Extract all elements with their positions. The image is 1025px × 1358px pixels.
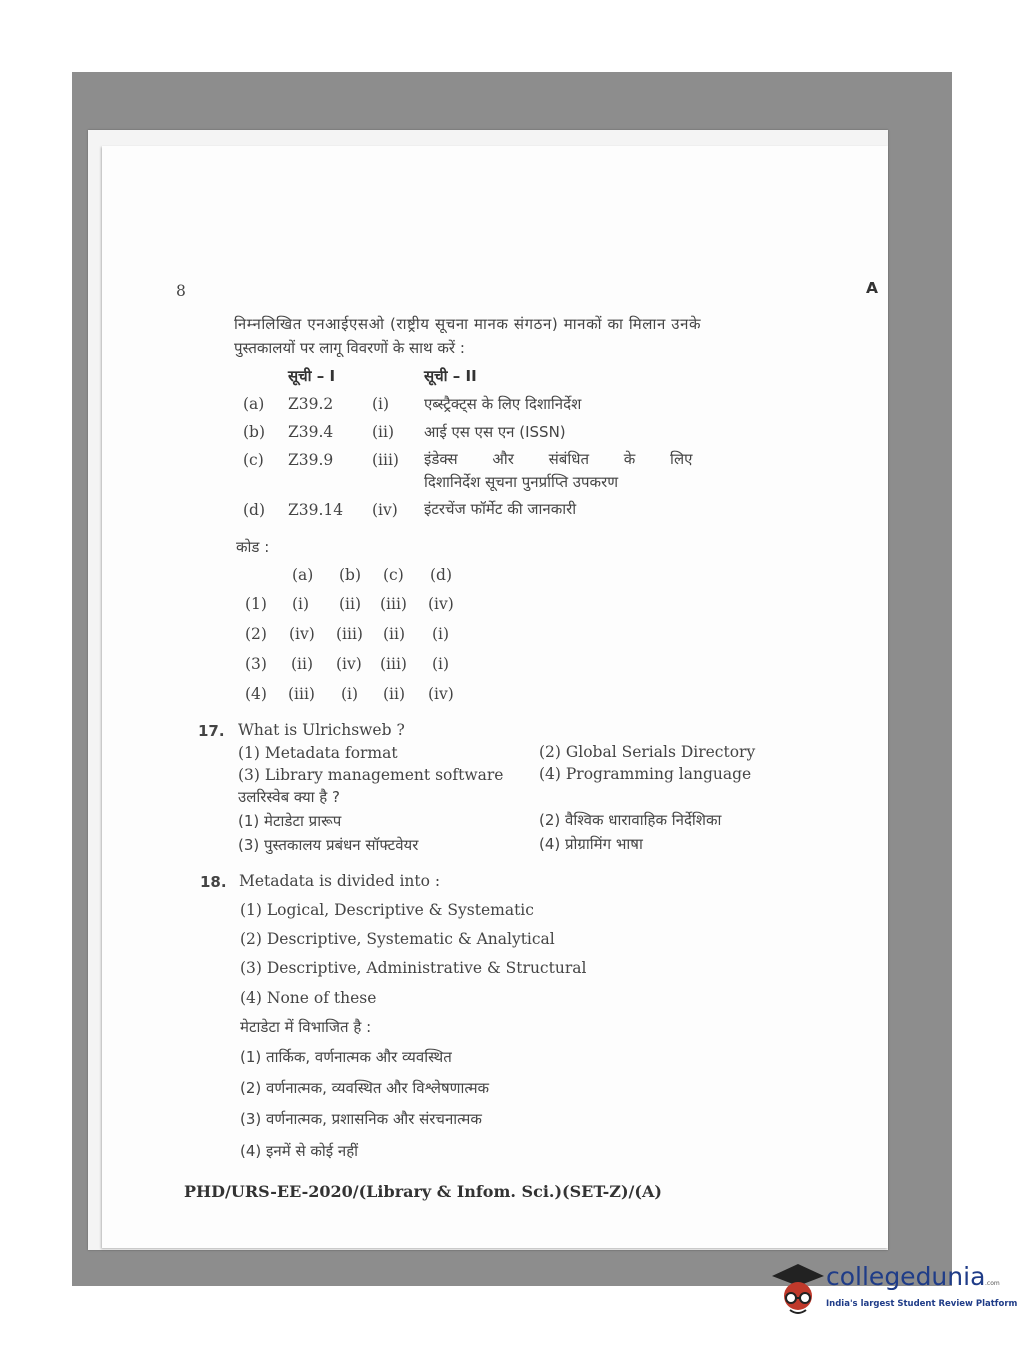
q17-option-2-en: (2) Global Serials Directory bbox=[539, 743, 756, 761]
exam-page bbox=[102, 146, 888, 1248]
code-cell: (iii) bbox=[380, 655, 407, 673]
match-row-code: Z39.4 bbox=[288, 423, 334, 441]
code-col-header: (b) bbox=[339, 566, 362, 584]
match-row-code: Z39.14 bbox=[288, 501, 344, 519]
code-cell: (i) bbox=[432, 625, 450, 643]
q17-option-1-en: (1) Metadata format bbox=[238, 744, 398, 762]
code-cell: (i) bbox=[292, 595, 310, 613]
match-row-num: (i) bbox=[372, 395, 390, 413]
match-row-desc: इंडेक्स और संबंधित के लिए bbox=[424, 450, 693, 468]
match-row-label: (d) bbox=[243, 501, 266, 519]
q16-intro-line1: निम्नलिखित एनआईएसओ (राष्ट्रीय सूचना मानक संगठन) मानकों का मिलान उनके bbox=[234, 315, 702, 333]
code-option: (4) bbox=[245, 685, 267, 703]
q17-option-3-en: (3) Library management software bbox=[238, 766, 504, 784]
code-cell: (iv) bbox=[428, 685, 454, 703]
q18-option-en: (1) Logical, Descriptive & Systematic bbox=[240, 901, 534, 919]
brand-name: collegedunia bbox=[826, 1262, 986, 1291]
code-option: (2) bbox=[245, 625, 267, 643]
q17-option-4-hi: (4) प्रोग्रामिंग भाषा bbox=[539, 835, 643, 853]
match-row-num: (iii) bbox=[372, 451, 399, 469]
q17-question-en: What is Ulrichsweb ? bbox=[238, 721, 405, 739]
list1-header: सूची – I bbox=[288, 367, 336, 385]
q17-number: 17. bbox=[198, 722, 225, 740]
q16-intro-line2: पुस्तकालयों पर लागू विवरणों के साथ करें : bbox=[234, 339, 465, 357]
set-letter: A bbox=[866, 279, 878, 297]
q18-option-hi: (1) तार्किक, वर्णनात्मक और व्यवस्थित bbox=[240, 1048, 452, 1066]
code-cell: (iii) bbox=[288, 685, 315, 703]
code-cell: (ii) bbox=[383, 685, 406, 703]
code-col-header: (c) bbox=[383, 566, 404, 584]
match-row-num: (iv) bbox=[372, 501, 398, 519]
code-option: (3) bbox=[245, 655, 267, 673]
paper-code-footer: PHD/URS-EE-2020/(Library & Infom. Sci.)(SET-Z)/(A) bbox=[184, 1182, 662, 1201]
match-row-label: (a) bbox=[243, 395, 265, 413]
code-label: कोड : bbox=[236, 538, 270, 556]
code-cell: (iii) bbox=[380, 595, 407, 613]
list2-header: सूची – II bbox=[424, 367, 477, 385]
match-row-code: Z39.9 bbox=[288, 451, 334, 469]
code-cell: (ii) bbox=[291, 655, 314, 673]
page-number: 8 bbox=[176, 282, 186, 300]
q18-option-en: (4) None of these bbox=[240, 989, 377, 1007]
code-cell: (ii) bbox=[339, 595, 362, 613]
match-row-num: (ii) bbox=[372, 423, 395, 441]
q18-number: 18. bbox=[200, 873, 227, 891]
student-mascot-icon bbox=[768, 1258, 828, 1328]
q18-option-hi: (3) वर्णनात्मक, प्रशासनिक और संरचनात्मक bbox=[240, 1110, 482, 1128]
code-cell: (iv) bbox=[289, 625, 315, 643]
code-cell: (i) bbox=[341, 685, 359, 703]
match-row-desc: इंटरचेंज फॉर्मेट की जानकारी bbox=[424, 500, 577, 518]
code-cell: (iii) bbox=[336, 625, 363, 643]
q18-question-hi: मेटाडेटा में विभाजित है : bbox=[240, 1018, 372, 1036]
q17-option-4-en: (4) Programming language bbox=[539, 765, 752, 783]
q17-option-2-hi: (2) वैश्विक धारावाहिक निर्देशिका bbox=[539, 811, 722, 829]
brand-tld: .com bbox=[985, 1280, 1000, 1287]
code-col-header: (d) bbox=[430, 566, 453, 584]
q18-question-en: Metadata is divided into : bbox=[239, 872, 441, 890]
q18-option-hi: (2) वर्णनात्मक, व्यवस्थित और विश्लेषणात्मक bbox=[240, 1079, 490, 1097]
match-row-desc-cont: दिशानिर्देश सूचना पुनर्प्राप्ति उपकरण bbox=[424, 473, 619, 491]
q18-option-en: (3) Descriptive, Administrative & Structural bbox=[240, 959, 587, 977]
match-row-desc: एब्स्ट्रैक्ट्स के लिए दिशानिर्देश bbox=[424, 395, 582, 413]
q17-option-3-hi: (3) पुस्तकालय प्रबंधन सॉफ्टवेयर bbox=[238, 836, 419, 854]
q18-option-hi: (4) इनमें से कोई नहीं bbox=[240, 1142, 359, 1160]
code-col-header: (a) bbox=[292, 566, 314, 584]
code-cell: (i) bbox=[432, 655, 450, 673]
q17-question-hi: उलरिस्वेब क्या है ? bbox=[238, 788, 340, 806]
match-row-label: (c) bbox=[243, 451, 264, 469]
match-row-label: (b) bbox=[243, 423, 266, 441]
q17-option-1-hi: (1) मेटाडेटा प्रारूप bbox=[238, 812, 342, 830]
code-cell: (iv) bbox=[428, 595, 454, 613]
match-row-code: Z39.2 bbox=[288, 395, 334, 413]
q18-option-en: (2) Descriptive, Systematic & Analytical bbox=[240, 930, 555, 948]
code-cell: (ii) bbox=[383, 625, 406, 643]
match-row-desc: आई एस एस एन (ISSN) bbox=[424, 423, 566, 441]
brand-tagline: India's largest Student Review Platform bbox=[826, 1299, 1018, 1309]
code-option: (1) bbox=[245, 595, 267, 613]
code-cell: (iv) bbox=[336, 655, 362, 673]
